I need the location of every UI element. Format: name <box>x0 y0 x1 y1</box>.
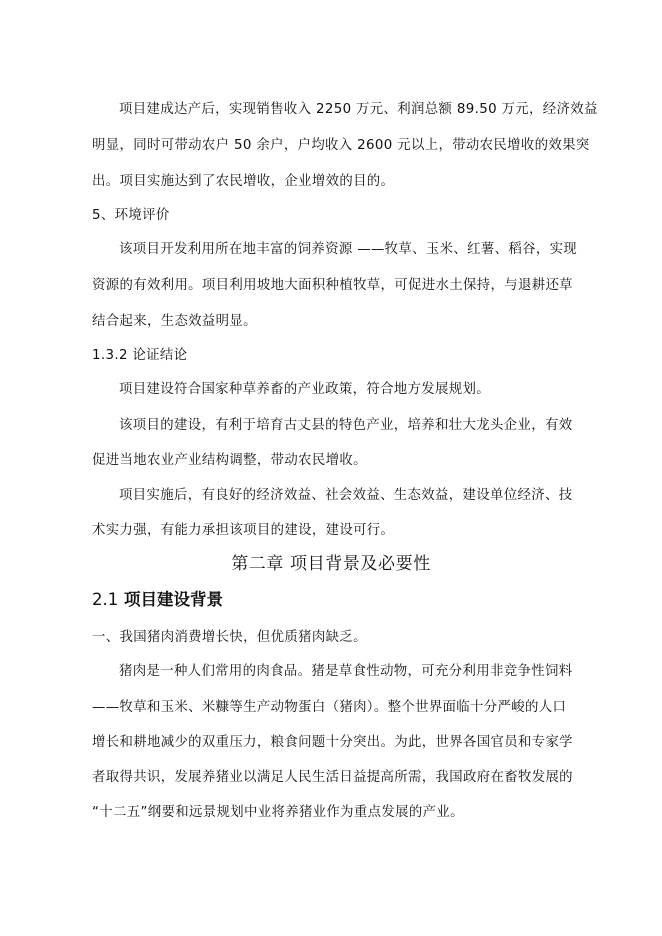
paragraph-1-line-2: 明显，同时可带动农户 50 余户，户均收入 2600 元以上，带动农民增收的效果突 <box>92 138 590 153</box>
paragraph-1-line-3: 出。项目实施达到了农民增收，企业增效的目的。 <box>92 174 395 189</box>
paragraph-4-line-2: 促进当地农业产业结构调整，带动农民增收。 <box>92 453 367 468</box>
section-title: 项目建设背景 <box>124 590 223 609</box>
paragraph-2-line-2: 资源的有效利用。项目利用坡地大面积种植牧草，可促进水土保持，与退耕还草 <box>92 278 573 293</box>
paragraph-4-line-1: 该项目的建设，有利于培育古丈县的特色产业，培养和壮大龙头企业，有效 <box>119 418 573 433</box>
conclusion-heading: 1.3.2 论证结论 <box>92 348 188 363</box>
section-paragraph-line-3: 增长和耕地减少的双重压力，粮食问题十分突出。为此，世界各国官员和专家学 <box>92 735 573 750</box>
paragraph-3-line-1: 项目建设符合国家种草养畜的产业政策，符合地方发展规划。 <box>119 382 490 397</box>
chapter-title: 第二章 项目背景及必要性 <box>231 554 431 574</box>
section-paragraph-line-1: 猪肉是一种人们常用的肉食品。猪是草食性动物，可充分利用非竞争性饲料 <box>119 664 573 679</box>
section-paragraph-line-5: “十二五”纲要和远景规划中业将养猪业作为重点发展的产业。 <box>92 805 464 820</box>
paragraph-2-line-3: 结合起来，生态效益明显。 <box>92 314 257 329</box>
paragraph-1-line-1: 项目建成达产后，实现销售收入 2250 万元、利润总额 89.50 万元，经济效益 <box>119 102 598 117</box>
section-paragraph-line-2: ——牧草和玉米、米糠等生产动物蛋白（猪肉）。整个世界面临十分严峻的人口 <box>92 700 567 715</box>
paragraph-5-line-1: 项目实施后，有良好的经济效益、社会效益、生态效益，建设单位经济、技 <box>119 488 573 503</box>
section-number: 2.1 <box>92 590 119 609</box>
section-paragraph-line-4: 者取得共识，发展养猪业以满足人民生活日益提高所需，我国政府在畜牧发展的 <box>92 770 573 785</box>
point-1-heading: 一、我国猪肉消费增长快，但优质猪肉缺乏。 <box>92 630 367 645</box>
paragraph-5-line-2: 术实力强，有能力承担该项目的建设，建设可行。 <box>92 523 395 538</box>
section-heading <box>92 589 223 611</box>
env-heading: 5、环境评价 <box>92 208 170 223</box>
paragraph-2-line-1: 该项目开发利用所在地丰富的饲养资源 ——牧草、玉米、红薯、稻谷，实现 <box>119 242 578 257</box>
